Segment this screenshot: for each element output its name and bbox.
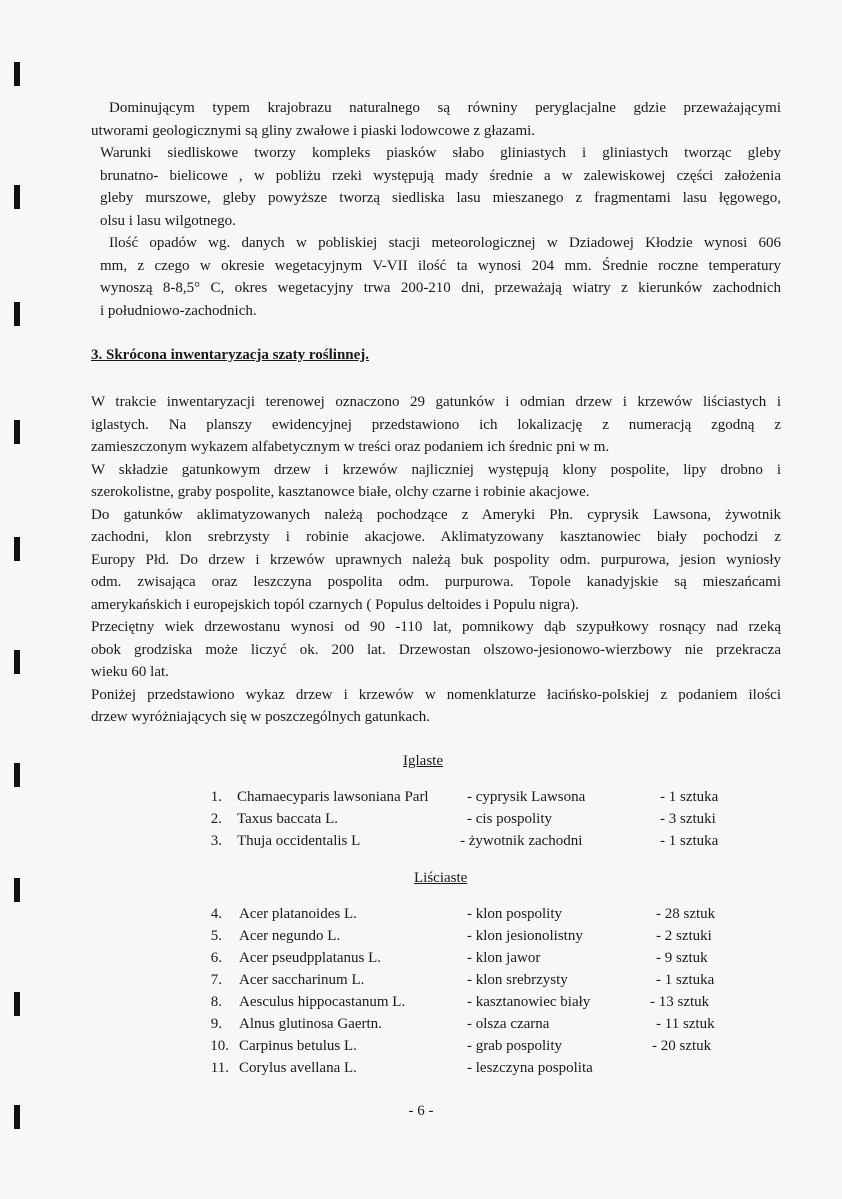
- text-line: utworami geologicznymi są gliny zwałowe i piaski lodowcowe z głazami.: [91, 122, 536, 139]
- species-number: 4.: [210, 906, 222, 922]
- iglaste-title: Iglaste: [403, 753, 443, 769]
- species-latin: Acer saccharinum L.: [239, 972, 365, 988]
- text-line: gleby murszowe, gleby powyższe tworzą siedliska lasu mieszanego z fragmentami lasu łęgowego,: [100, 190, 781, 206]
- species-latin: Chamaecyparis lawsoniana Parl: [237, 789, 429, 805]
- species-count: - 9 sztuk: [656, 950, 708, 966]
- species-polish: - kasztanowiec biały: [467, 994, 591, 1010]
- species-row: [0, 906, 842, 928]
- species-number: 9.: [210, 1016, 222, 1032]
- species-count: - 2 sztuki: [656, 928, 712, 944]
- species-number: 11.: [210, 1060, 229, 1076]
- species-latin: Taxus baccata L.: [237, 811, 338, 827]
- binder-mark: [14, 185, 20, 209]
- binder-mark: [14, 302, 20, 326]
- species-polish: - klon jesionolistny: [467, 928, 583, 944]
- text-line: Ilość opadów wg. danych w pobliskiej stacji meteorologicznej w Dziadowej Kłodzie wynosi 606: [109, 235, 781, 251]
- page-number: - 6 -: [408, 1103, 434, 1119]
- species-row: [0, 994, 842, 1016]
- species-polish: - klon pospolity: [467, 906, 563, 922]
- species-number: 1.: [210, 789, 222, 805]
- section-heading: 3. Skrócona inwentaryzacja szaty roślinnej.: [91, 347, 370, 363]
- text-line: Europy Płd. Do drzew i krzewów uprawnych należą buk pospolity odm. purpurowa, jesion wyniosły: [91, 551, 781, 568]
- species-latin: Thuja occidentalis L: [237, 833, 361, 849]
- paragraph-landscape: [91, 97, 781, 322]
- species-polish: - klon jawor: [467, 950, 541, 966]
- species-polish: - grab pospolity: [467, 1038, 562, 1054]
- species-number: 8.: [210, 994, 222, 1010]
- text-line: W trakcie inwentaryzacji terenowej oznaczono 29 gatunków i odmian drzew i krzewów liściastych i: [91, 394, 781, 410]
- text-line: brunatno- bielicowe , w pobliżu rzeki występują mady średnie a w zalewiskowej części założenia: [100, 167, 781, 184]
- species-polish: - leszczyna pospolita: [467, 1060, 593, 1076]
- species-count: - 3 sztuki: [660, 811, 716, 827]
- text-line: zachodni, klon srebrzysty i robinie akacjowe. Aklimatyzowany kasztanowiec biały pochodzi z: [91, 529, 781, 545]
- text-line: zamieszczonym wykazem alfabetycznym w treści oraz podaniem ich średnic pni w m.: [91, 439, 610, 455]
- binder-mark: [14, 537, 20, 561]
- species-polish: - cyprysik Lawsona: [467, 789, 586, 805]
- species-polish: - klon srebrzysty: [467, 972, 568, 988]
- text-line: iglastych. Na planszy ewidencyjnej przedstawiono ich lokalizację z numeracją zgodną z: [91, 416, 781, 433]
- text-line: mm, z czego w okresie wegetacyjnym V-VII ilość ta wynosi 204 mm. Średnie roczne temperatury: [100, 257, 781, 274]
- text-line: wynoszą 8-8,5° C, okres wegetacyjny trwa 200-210 dni, przeważają wiatry z kierunków zachodnich: [100, 280, 781, 296]
- species-row: [0, 1038, 842, 1060]
- species-number: 10.: [210, 1038, 229, 1054]
- species-row: [0, 811, 842, 833]
- species-number: 3.: [210, 833, 222, 849]
- binder-mark: [14, 420, 20, 444]
- text-line: szerokolistne, graby pospolite, kasztanowce białe, olchy czarne i robinie akacjowe.: [91, 484, 590, 500]
- species-row: [0, 972, 842, 994]
- text-line: Do gatunków aklimatyzowanych należą pochodzące z Ameryki Płn. cyprysik Lawsona, żywotnik: [91, 506, 781, 523]
- species-row: [0, 1016, 842, 1038]
- text-line: wieku 60 lat.: [91, 664, 169, 680]
- species-number: 6.: [210, 950, 222, 966]
- species-count: - 13 sztuk: [650, 994, 710, 1010]
- text-line: obok grodziska może liczyć ok. 200 lat. Drzewostan olszowo-jesionowo-wierzbowy nie przekracza: [91, 641, 781, 658]
- paragraph-inventory: [91, 391, 781, 729]
- text-line: i południowo-zachodnich.: [100, 302, 257, 319]
- species-row: [0, 833, 842, 855]
- species-count: - 1 sztuka: [660, 789, 719, 805]
- text-line: Przeciętny wiek drzewostanu wynosi od 90 -110 lat, pomnikowy dąb szypułkowy rosnący nad rzeką: [91, 619, 781, 635]
- binder-mark: [14, 763, 20, 787]
- text-line: Poniżej przedstawiono wykaz drzew i krzewów w nomenklaturze łacińsko-polskiej z podaniem ilości: [91, 686, 781, 703]
- species-row: [0, 1060, 842, 1082]
- species-latin: Carpinus betulus L.: [239, 1038, 357, 1054]
- binder-mark: [14, 650, 20, 674]
- text-line: olsu i lasu wilgotnego.: [100, 212, 236, 229]
- species-latin: Aesculus hippocastanum L.: [239, 994, 406, 1010]
- binder-mark: [14, 878, 20, 902]
- species-polish: - cis pospolity: [467, 811, 552, 827]
- species-count: - 20 sztuk: [652, 1038, 712, 1054]
- text-line: W składzie gatunkowym drzew i krzewów najliczniej występują klony pospolite, lipy drobno i: [91, 461, 781, 478]
- species-latin: Acer negundo L.: [239, 928, 341, 944]
- species-number: 7.: [210, 972, 222, 988]
- text-line: odm. zwisająca oraz leszczyna pospolita odm. purpurowa. Topole kanadyjskie są mieszańcami: [91, 574, 781, 590]
- species-latin: Alnus glutinosa Gaertn.: [239, 1016, 382, 1032]
- species-row: [0, 928, 842, 950]
- species-latin: Acer platanoides L.: [239, 906, 357, 922]
- species-number: 2.: [210, 811, 222, 827]
- species-count: - 1 sztuka: [656, 972, 715, 988]
- text-line: drzew wyróżniających się w poszczególnych gatunkach.: [91, 709, 431, 725]
- species-row: [0, 789, 842, 811]
- species-number: 5.: [210, 928, 222, 944]
- text-line: Warunki siedliskowe tworzy kompleks piasków słabo gliniastych i gliniastych tworząc gleby: [100, 145, 781, 161]
- species-polish: - olsza czarna: [467, 1016, 550, 1032]
- text-line: amerykańskich i europejskich topól czarnych ( Populus deltoides i Populu nigra).: [91, 596, 579, 613]
- species-polish: - żywotnik zachodni: [460, 833, 583, 849]
- species-count: - 28 sztuk: [656, 906, 716, 922]
- species-count: - 1 sztuka: [660, 833, 719, 849]
- text-line: Dominującym typem krajobrazu naturalnego są równiny peryglacjalne gdzie przeważającymi: [109, 100, 781, 116]
- lisciaste-title: Liściaste: [414, 870, 468, 886]
- binder-mark: [14, 62, 20, 86]
- species-latin: Corylus avellana L.: [239, 1060, 357, 1076]
- species-row: [0, 950, 842, 972]
- species-latin: Acer pseudpplatanus L.: [239, 950, 382, 966]
- species-count: - 11 sztuk: [656, 1016, 715, 1032]
